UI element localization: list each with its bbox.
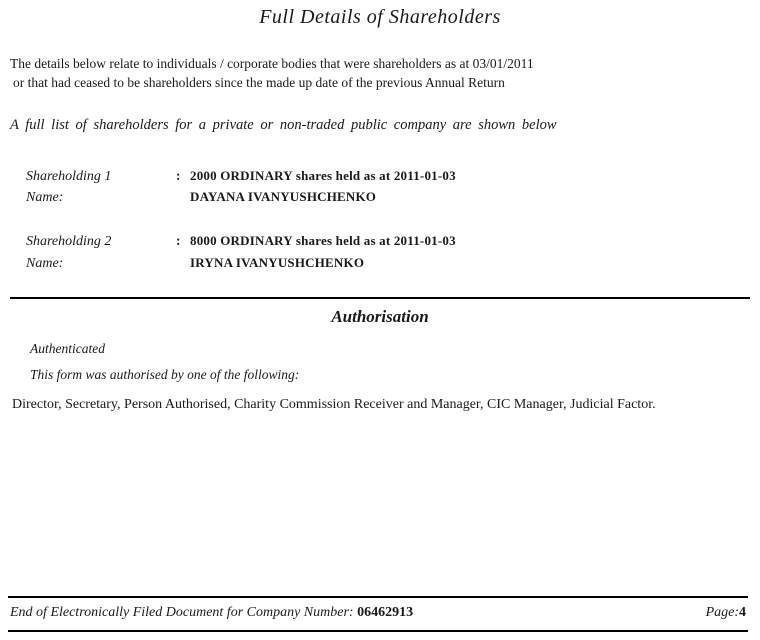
page-number: 4 (739, 605, 746, 620)
authorisation-roles: Director, Secretary, Person Authorised, Charity Commission Receiver and Manager, CIC Manager, Judicial Factor. (12, 396, 656, 412)
document-footer (8, 596, 748, 632)
colon-spacer (176, 253, 190, 275)
shareholder-list-note: A full list of shareholders for a private or non-traded public company are shown below (10, 116, 557, 133)
page-label: Page: (705, 605, 739, 620)
shareholdings-section (26, 166, 750, 275)
intro-paragraph (10, 55, 750, 93)
footer-page-indicator (706, 605, 746, 621)
shareholder-name: DAYANA IVANYUSHCHENKO (190, 189, 377, 205)
page-title: Full Details of Shareholders (259, 6, 501, 28)
shareholder-name-row (26, 253, 750, 275)
intro-line-2: or that had ceased to be shareholders since the made up date of the previous Annual Return (13, 74, 505, 90)
shareholding-block-2 (26, 231, 750, 274)
shareholding-detail: 8000 ORDINARY shares held as at 2011-01-03 (190, 233, 456, 249)
footer-bottom-rule (8, 630, 748, 632)
shareholding-detail-row (26, 166, 750, 188)
section-divider (10, 297, 750, 299)
authorisation-section (10, 307, 750, 413)
shareholder-name-row (26, 187, 750, 209)
colon-separator: : (176, 233, 181, 249)
footer-end-statement (10, 605, 413, 621)
authenticated-label: Authenticated (30, 340, 105, 356)
authorisation-title: Authorisation (331, 306, 429, 326)
footer-row (8, 598, 748, 630)
end-of-document-text: End of Electronically Filed Document for Company Number: (10, 605, 358, 620)
shareholder-name: IRYNA IVANYUSHCHENKO (190, 254, 365, 270)
name-label: Name: (26, 190, 64, 206)
shareholding-block-1 (26, 166, 750, 209)
name-label: Name: (26, 255, 64, 271)
shareholding-detail: 2000 ORDINARY shares held as at 2011-01-03 (190, 167, 456, 183)
shareholding-label: Shareholding 1 (26, 168, 112, 184)
colon-spacer (176, 187, 190, 209)
company-number: 06462913 (357, 605, 414, 620)
shareholding-label: Shareholding 2 (26, 234, 112, 250)
shareholding-detail-row (26, 231, 750, 253)
colon-separator: : (176, 167, 181, 183)
intro-line-1: The details below relate to individuals / corporate bodies that were shareholders as at 03/01/2011 (10, 56, 534, 71)
authorisation-statement: This form was authorised by one of the following: (30, 366, 300, 382)
